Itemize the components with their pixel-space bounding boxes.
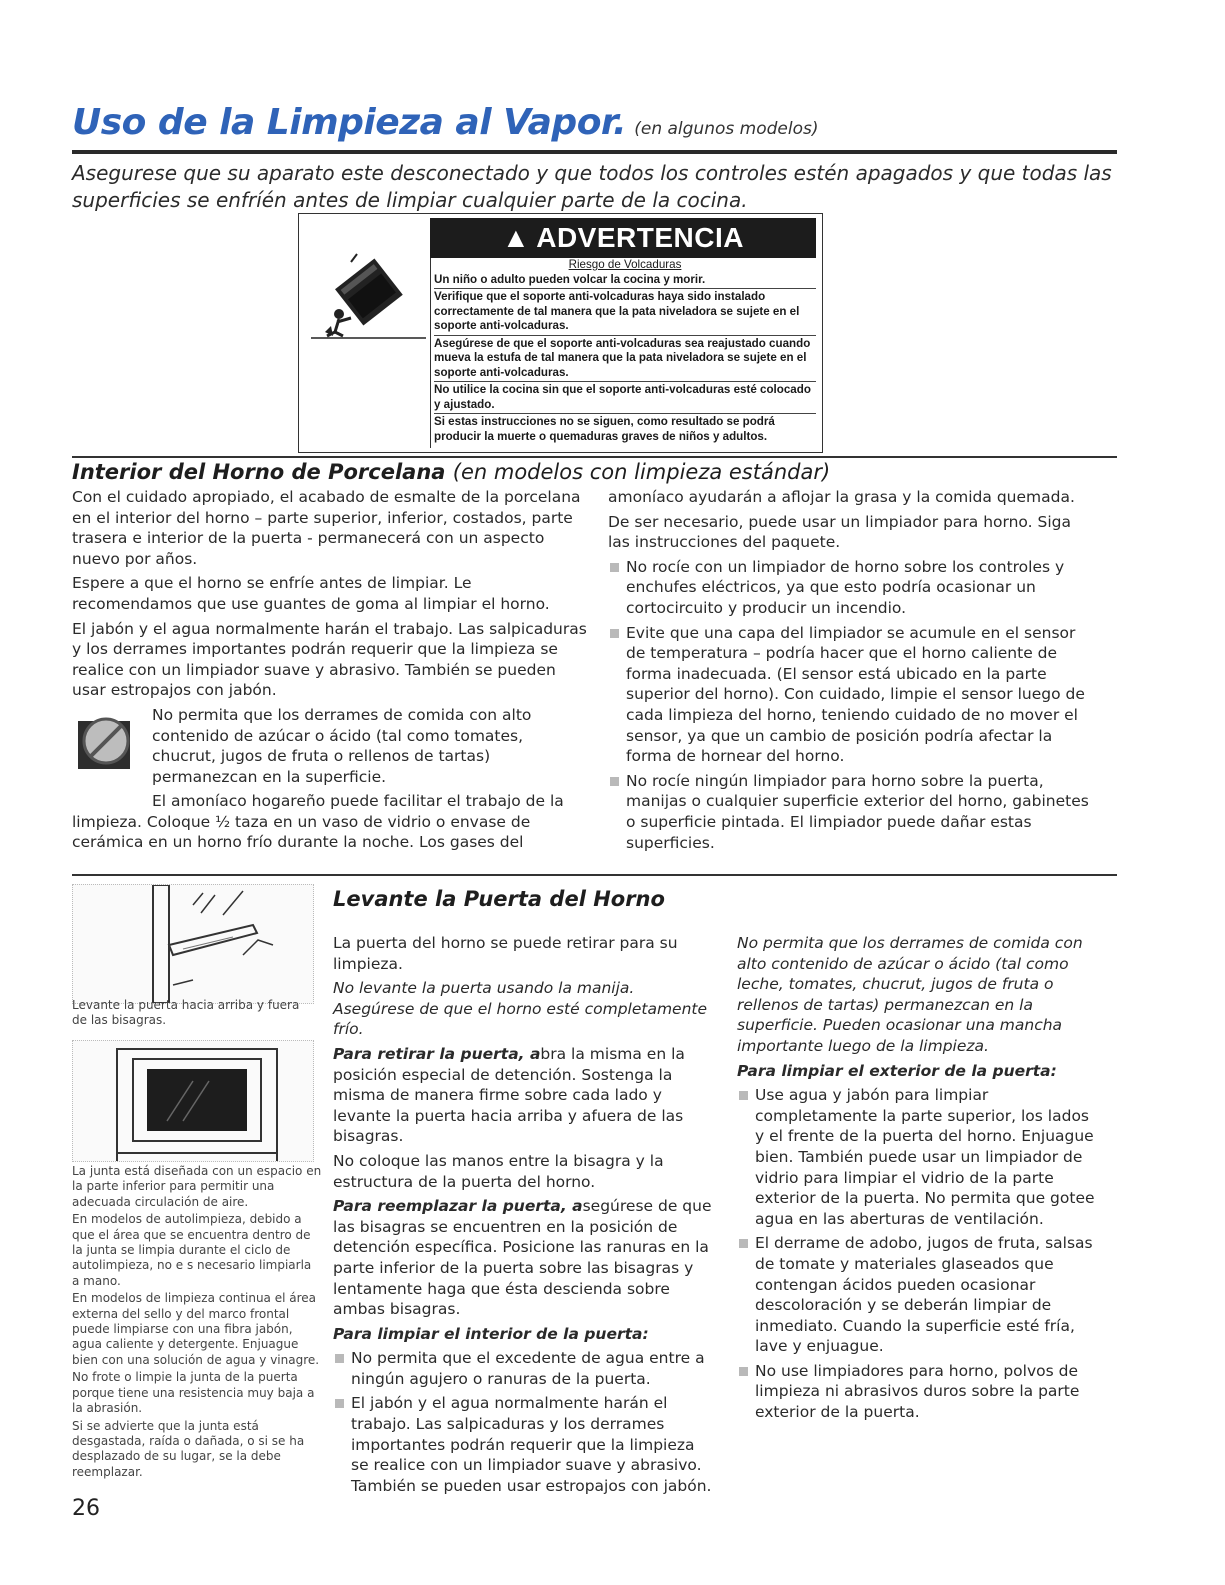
interior-door-heading: Para limpiar el interior de la puerta: [333,1324,649,1343]
gasket-note: En modelos de limpieza continua el área externa del sello y del marco frontal puede limpiarse con una fibra jabón, agua caliente y detergente. Enjuague bien con una solución de agua y vinagre. [72,1291,320,1367]
intro-text: Asegurese que su aparato este desconectado y que todos los controles estén apagados y que todas las superficies se enfríén antes de limpiar cualquier parte de la cocina. [72,161,1112,212]
warning-text [430,258,816,448]
no-spill-note: No permita que los derrames de comida con alto contenido de azúcar o ácido (tal como tomates, chucrut, jugos de fruta o rellenos de tartas) permanezcan en la superficie. [152,705,532,786]
porcelain-bullet: Evite que una capa del limpiador se acumule en el sensor de temperatura – podría hacer que el horno caliente de forma inadecuada. (El sensor está ubicado en la parte superior del horno). Con cuidado, limpie el sensor luego de cada limpieza del horno, teniendo cuidado de no mover el sensor, ya que un cambio de posición podría afectar la forma de hornear del horno. [608,623,1093,767]
porcelain-heading [72,460,1122,484]
porcelain-right-paragraph: De ser necesario, puede usar un limpiador para horno. Siga las instrucciones del paquete. [608,512,1071,552]
porcelain-heading-text: Interior del Horno de Porcelana [72,460,446,484]
warning-paragraph: Verifique que el soporte anti-volcaduras haya sido instalado correctamente de tal manera que la pata niveladora se sujete en el soporte anti-volcaduras. [434,290,816,336]
porcelain-paragraph: Espere a que el horno se enfríe antes de limpiar. Le recomendamos que use guantes de goma al limpiar el horno. [72,574,550,613]
door-paragraph: No coloque las manos entre la bisagra y la estructura de la puerta del horno. [333,1151,664,1191]
gasket-note: Si se advierte que la junta está desgastada, raída o dañada, o si se ha desplazado de su lugar, se la debe reemplazar. [72,1418,305,1479]
porcelain-left-column [72,487,590,857]
prohibited-icon [72,707,136,775]
gasket-note: La junta está diseñada con un espacio en la parte inferior para permitir una adecuada circulación de aire. [72,1164,322,1209]
exterior-door-bullet: Use agua y jabón para limpiar completamente la parte superior, los lados y el frente de la puerta del horno. Enjuague bien. También puede usar un limpiador de vidrio para limpiar el vidrio de la parte exterior de la puerta. No permita que gotee agua en las aberturas de ventilación. [737,1085,1097,1229]
gasket-note: En modelos de autolimpieza, debido a que el área que se encuentra dentro de la junta se limpia durante el ciclo de autolimpieza, no e s necesario limpiarla a mano. [72,1212,312,1288]
door-column-1 [333,933,713,1500]
title-text: Uso de la Limpieza al Vapor. [72,102,627,143]
door-spill-note: No permita que los derrames de comida con alto contenido de azúcar o ácido (tal como leche, tomates, chucrut, jugos de fruta o rellenos de tartas) permanezcan en la superficie. Pueden ocasionar una mancha importante luego de la limpieza. [737,934,1083,1055]
page-number: 26 [72,1496,100,1521]
tip-over-icon [311,252,426,340]
warning-paragraph: Si estas instrucciones no se siguen, como resultado se podrá producir la muerte o quemaduras graves de niños y adultos. [434,415,775,443]
porcelain-right-paragraph: amoníaco ayudarán a aflojar la grasa y la comida quemada. [608,488,1075,506]
exterior-door-bullet: El derrame de adobo, jugos de fruta, salsas de tomate y materiales glaseados que contengan ácidos pueden ocasionar descoloración y se deberán limpiar de inmediato. Cuando la superficie esté fría, lave y enjuague. [737,1233,1097,1357]
gasket-note: No frote o limpie la junta de la puerta porque tiene una resistencia muy baja a la abrasión. [72,1370,315,1416]
interior-door-bullet: No permita que el excedente de agua entre a ningún agujero o ranuras de la puerta. [333,1348,713,1389]
door-warning-note: No levante la puerta usando la manija. Asegúrese de que el horno esté completamente frío. [333,979,708,1039]
section-rule [72,874,1117,876]
warning-paragraph: Asegúrese de que el soporte anti-volcaduras sea reajustado cuando mueva la estufa de tal manera que la pata niveladora se sujete en el soporte anti-volcaduras. [434,337,816,383]
door-lift-caption: Levante la puerta hacia arriba y fuera de las bisagras. [72,998,300,1028]
exterior-door-bullet: No use limpiadores para horno, polvos de limpieza ni abrasivos duros sobre la parte exterior de la puerta. [737,1361,1097,1423]
warning-paragraph: No utilice la cocina sin que el soporte anti-volcaduras esté colocado y ajustado. [434,383,816,414]
porcelain-heading-note: (en modelos con limpieza estándar) [452,460,831,484]
porcelain-right-column [608,487,1093,857]
interior-door-bullet: El jabón y el agua normalmente harán el trabajo. Las salpicaduras y los derrames importantes podrán requerir que la limpieza se realice con un limpiador suave y abrasivo. También se pueden usar estropajos con jabón. [333,1393,713,1496]
warning-triangle-icon: ▲ [502,222,531,253]
porcelain-bullet: No rocíe con un limpiador de horno sobre los controles y enchufes eléctricos, ya que esto podría ocasionar un cortocircuito y producir un incendio. [608,557,1093,619]
oven-door-illustration [72,1040,314,1162]
door-lift-illustration [72,884,314,1004]
door-heading [333,887,1033,911]
warning-box [298,213,823,453]
warning-banner [430,218,816,258]
replace-door-text: segúrese de que las bisagras se encuentren en la posición de detención específica. Posicione las ranuras en la parte inferior de la puerta sobre las bisagras y lentamente haga que ésta descienda sobre ambas bisagras. [333,1197,712,1319]
remove-door-label: Para retirar la puerta, a [333,1044,541,1063]
door-paragraph: La puerta del horno se puede retirar para su limpieza. [333,934,678,973]
porcelain-paragraph: El jabón y el agua normalmente harán el trabajo. Las salpicaduras y los derrames importantes podrán requerir que la limpieza se realice con un limpiador suave y abrasivo. También se pueden usar estropajos con jabón. [72,619,587,700]
replace-door-label: Para reemplazar la puerta, a [333,1197,583,1216]
warning-hazard: Riesgo de Volcaduras [568,258,682,271]
porcelain-paragraph: Con el cuidado apropiado, el acabado de esmalte de la porcelana en el interior del horno – parte superior, inferior, costados, parte trasera e interior de la puerta - permanecerá con un aspecto nuevo por años. [72,488,581,568]
exterior-door-heading: Para limpiar el exterior de la puerta: [737,1061,1057,1080]
warning-banner-text: ADVERTENCIA [536,222,744,253]
title-subtitle: (en algunos modelos) [634,119,819,139]
section-rule [72,456,1117,458]
door-heading-text: Levante la Puerta del Horno [333,887,665,911]
header-rule [72,150,1117,154]
gasket-caption [72,1164,322,1482]
page-title [72,102,818,143]
ammonia-paragraph: El amoníaco hogareño puede facilitar el trabajo de la limpieza. Coloque ½ taza en un vaso de vidrio o envase de cerámica en un horno frío durante la noche. Los gases del [72,791,564,852]
door-column-2 [737,933,1097,1427]
remove-door-text: bra la misma en la posición especial de detención. Sostenga la misma de manera firme sobre cada lado y levante la puerta hacia arriba y afuera de las bisagras. [333,1044,685,1146]
porcelain-bullet: No rocíe ningún limpiador para horno sobre la puerta, manijas o cualquier superficie exterior del horno, gabinetes o superficie pintada. El limpiador puede dañar estas superficies. [608,771,1093,853]
warning-paragraph: Un niño o adulto pueden volcar la cocina y morir. [434,273,816,290]
